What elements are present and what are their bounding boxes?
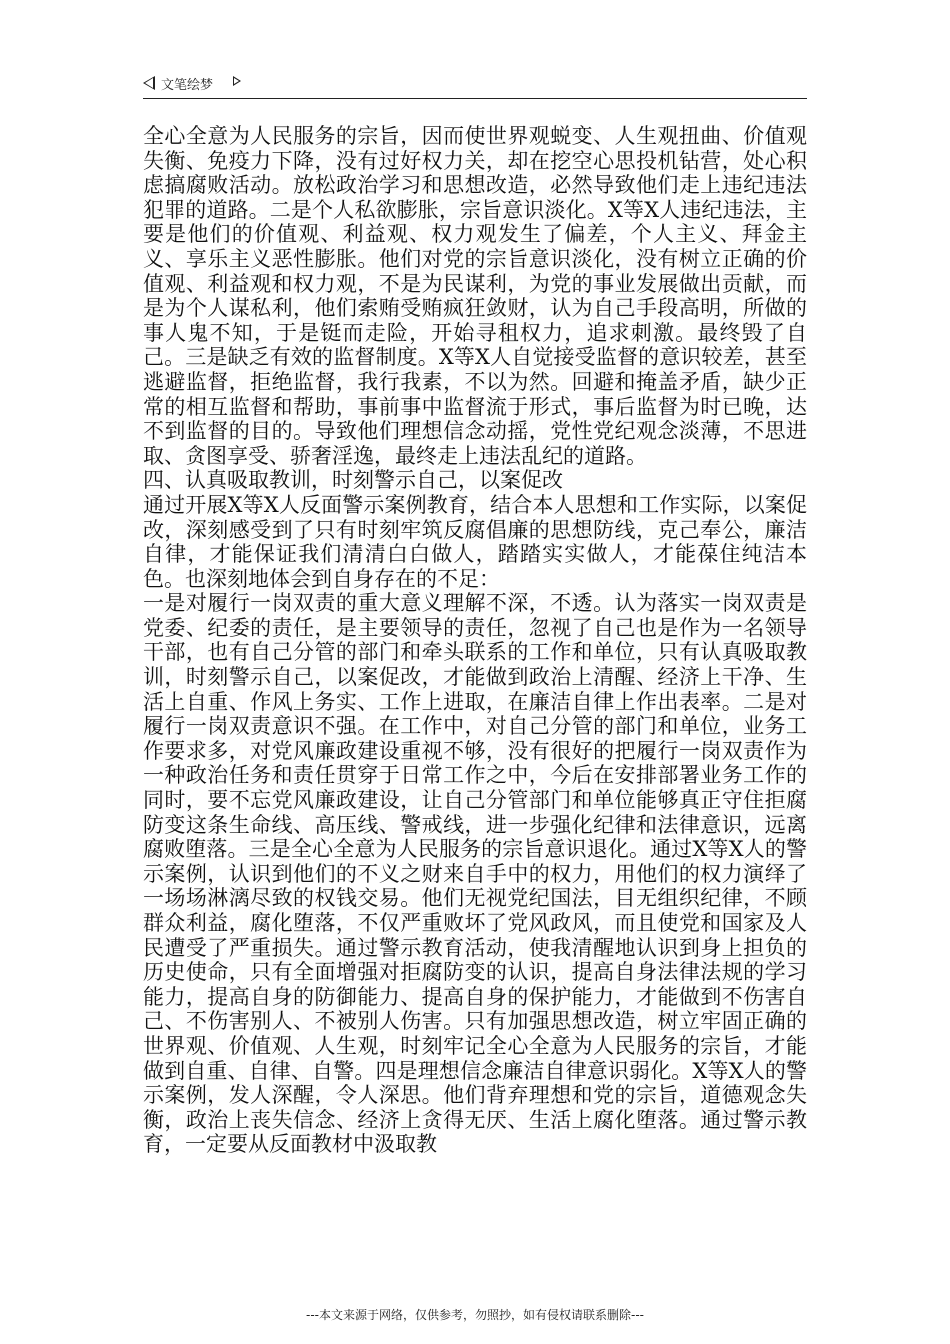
triangle-left-icon xyxy=(143,76,155,90)
section-heading-lessons: 四、认真吸取教训，时刻警示自己，以案促改 xyxy=(143,468,563,493)
paragraph-causes: 全心全意为人民服务的宗旨，因而使世界观蜕变、人生观扭曲、价值观失衡、免疫力下降，没有过好权力关，却在挖空心思投机钻营，处心积虑搞腐败活动。放松政治学习和思想改造，必然导致他们走上违纪违法犯罪的道路。二是个人私欲膨胀，宗旨意识淡化。X等X人违纪违法，主要是他们的价值观、利益观、权力观发生了偏差，个人主义、拜金主义、享乐主义恶性膨胀。他们对党的宗旨意识淡化，没有树立正确的价值观、利益观和权力观，不是为民谋利，为党的事业发展做出贡献，而是为个人谋私利，他们索贿受贿疯狂敛财，认为自己手段高明，所做的事人鬼不知，于是铤而走险，开始寻租权力，追求刺激。最终毁了自己。三是缺乏有效的监督制度。X等X人自觉接受监督的意识较差，甚至逃避监督，拒绝监督，我行我素，不以为然。回避和掩盖矛盾，缺少正常的相互监督和帮助，事前事中监督流于形式，事后监督为时已晚，达不到监督的目的。导致他们理想信念动摇，党性党纪观念淡薄，不思进取、贪图享受、骄奢淫逸，最终走上违法乱纪的道路。 xyxy=(143,124,807,468)
paragraph-shortcomings: 一是对履行一岗双责的重大意义理解不深，不透。认为落实一岗双责是党委、纪委的责任，是主要领导的责任，忽视了自己也是作为一名领导干部，也有自己分管的部门和牵头联系的工作和单位，只有认真吸取教训，时刻警示自己，以案促改，才能做到政治上清醒、经济上干净、生活上自重、作风上务实、工作上进取，在廉洁自律上作出表率。二是对履行一岗双责意识不强。在工作中，对自己分管的部门和单位，业务工作要求多，对党风廉政建设重视不够，没有很好的把履行一岗双责作为一种政治任务和责任贯穿于日常工作之中，今后在安排部署业务工作的同时，要不忘党风廉政建设，让自己分管部门和单位能够真正守住拒腐防变这条生命线、高压线、警戒线，进一步强化纪律和法律意识，远离腐败堕落。三是全心全意为人民服务的宗旨意识退化。通过X等X人的警示案例，认识到他们的不义之财来自手中的权力，用他们的权力演绎了一场场淋漓尽致的权钱交易。他们无视党纪国法，目无组织纪律，不顾群众利益，腐化堕落，不仅严重败坏了党风政风，而且使党和国家及人民遭受了严重损失。通过警示教育活动，使我清醒地认识到身上担负的历史使命，只有全面增强对拒腐防变的认识，提高自身法律法规的学习能力，提高自身的防御能力、提高自身的保护能力，才能做到不伤害自己、不伤害别人、不被别人伤害。只有加强思想改造，树立牢固正确的世界观、价值观、人生观，时刻牢记全心全意为人民服务的宗旨，才能做到自重、自律、自警。四是理想信念廉洁自律意识弱化。X等X人的警示案例，发人深醒，令人深思。他们背弃理想和党的宗旨，道德观念失衡，政治上丧失信念、经济上贪得无厌、生活上腐化堕落。通过警示教育，一定要从反面教材中汲取教 xyxy=(143,591,807,1157)
document-body xyxy=(143,124,807,1157)
header-title: 文笔绘梦 xyxy=(161,78,214,93)
page-header xyxy=(143,72,807,99)
footer-disclaimer: ---本文来源于网络，仅供参考，勿照抄，如有侵权请联系删除--- xyxy=(306,1308,644,1322)
triangle-right-icon xyxy=(233,76,241,86)
paragraph-reflection: 通过开展X等X人反面警示案例教育，结合本人思想和工作实际，以案促改，深刻感受到了只有时刻牢筑反腐倡廉的思想防线，克己奉公，廉洁自律，才能保证我们清清白白做人，踏踏实实做人，才能葆住纯洁本色。也深刻地体会到自身存在的不足： xyxy=(143,492,807,591)
